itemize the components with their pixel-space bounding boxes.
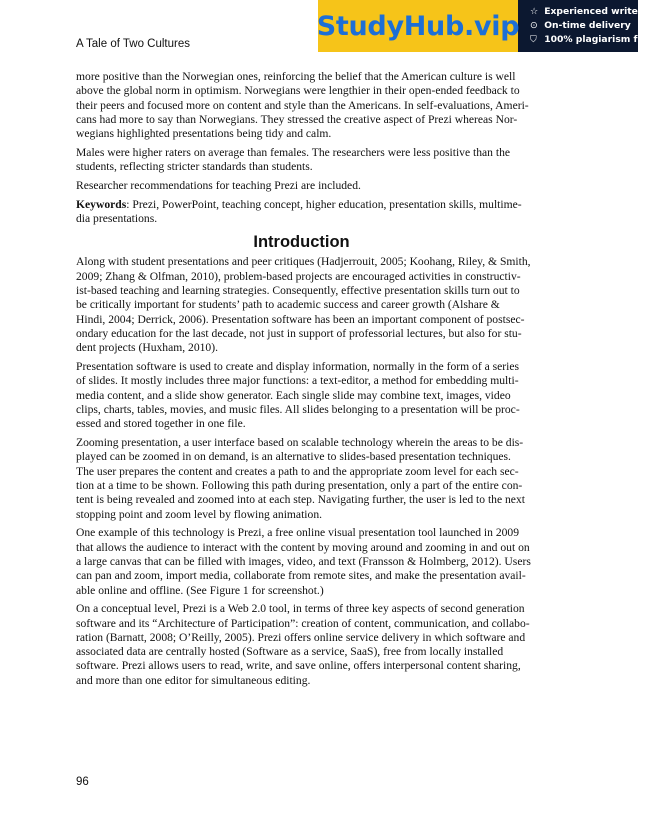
text-line: dent projects (Huxham, 2010).: [76, 341, 218, 355]
clock-icon: ⊙: [530, 20, 538, 31]
text-line: 2009; Zhang & Olfman, 2010), problem-based projects are encouraged activities in constructiv-: [76, 269, 521, 283]
text-line: and more than one editor for simultaneous editing.: [76, 673, 311, 687]
star-icon: ☆: [530, 6, 539, 17]
abstract-paragraph: [76, 70, 527, 141]
text-line: associated data are centrally hosted (Software as a service, SaaS), free from locally installed: [76, 645, 504, 659]
keywords-label: Keywords: [76, 197, 127, 211]
text-line: able online and offline. (See Figure 1 for screenshot.): [76, 583, 324, 597]
ad-feature-label: On-time delivery: [544, 20, 631, 31]
text-line: more positive than the Norwegian ones, reinforcing the belief that the American culture is well: [76, 70, 516, 83]
text-line: tent is being revealed and zoomed into at each step. Navigating further, the user is led to the next: [76, 493, 525, 507]
body-paragraph: [76, 255, 531, 355]
text-line: Zooming presentation, a user interface based on scalable technology wherein the areas to be dis-: [76, 436, 524, 450]
ad-feature-experienced-writers: [530, 5, 655, 19]
keywords-paragraph: [76, 198, 527, 227]
studyhub-ad-banner[interactable]: [316, 0, 655, 52]
text-line: media content, and a slide show generator. Each single slide may combine text, images, video: [76, 388, 511, 402]
text-line: software. Prezi allows users to read, write, and save online, offers interpersonal content sharing,: [76, 659, 521, 673]
text-line: Males were higher raters on average than females. The researchers were less positive than the: [76, 145, 511, 159]
keywords-line: dia presentations.: [76, 212, 158, 226]
text-line: stopping point and zoom level by flowing animation.: [76, 507, 323, 521]
text-line: Hindi, 2004; Derrick, 2006). Presentation software has been an important component of postsec-: [76, 312, 525, 326]
body-paragraph: [76, 436, 527, 522]
text-line: students, reflecting stricter standards than students.: [76, 160, 313, 174]
text-line: Along with student presentations and peer critiques (Hadjerrouit, 2005; Koohang, Riley, & Smith,: [76, 255, 531, 269]
body-paragraph: [76, 602, 530, 688]
text-line: be critically important for students’ path to academic success and career growth (Alshare &: [76, 298, 500, 312]
abstract-paragraph: [76, 179, 527, 193]
text-line: above the global norm in optimism. Norwegians were lengthier in their open-ended feedback to: [76, 84, 520, 98]
text-line: On a conceptual level, Prezi is a Web 2.0 tool, in terms of three key aspects of second generation: [76, 602, 525, 616]
text-line: played can be zoomed in on demand, is an alternative to slides-based presentation techniques.: [76, 450, 511, 464]
text-line: cans had more to say than Norwegians. They stressed the creative aspect of Prezi whereas Nor-: [76, 112, 518, 126]
text-line: clips, charts, tables, movies, and music files. All slides belonging to a presentation will be proc-: [76, 402, 520, 416]
text-line: One example of this technology is Prezi, a free online visual presentation tool launched in 2009: [76, 526, 520, 540]
studyhub-logo[interactable]: StudyHub.vip: [318, 0, 518, 52]
ad-feature-plagiarism-free: [530, 33, 655, 47]
text-line: The user prepares the content and creates a path to and the appropriate zoom level for each sec-: [76, 464, 519, 478]
text-line: Researcher recommendations for teaching Prezi are included.: [76, 179, 361, 193]
ad-feature-on-time-delivery: [530, 19, 655, 33]
text-line: wegians highlighted presentations being tidy and calm.: [76, 127, 332, 141]
text-line: ration (Barnatt, 2008; O’Reilly, 2005). Prezi offers online service delivery in which software and: [76, 630, 526, 644]
shield-check-icon: ⛉: [530, 34, 537, 45]
keywords-text: : Prezi, PowerPoint, teaching concept, higher education, presentation skills, multime-: [126, 197, 522, 211]
body-paragraph: [76, 526, 531, 597]
section-heading-introduction: Introduction: [253, 233, 350, 252]
text-line: can pan and zoom, import media, collaborate from remote sites, and make the presentation avail-: [76, 569, 526, 583]
page-body: [76, 70, 531, 693]
keywords-line: [76, 198, 527, 212]
text-line: of slides. It mostly includes three major functions: a text-editor, a method for embedding multi-: [76, 374, 519, 388]
running-title: A Tale of Two Cultures: [76, 38, 191, 50]
text-line: Presentation software is used to create and display information, normally in the form of a series: [76, 360, 520, 374]
text-line: a large canvas that can be filled with images, video, and text (Fransson & Holmberg, 2012). Users: [76, 554, 531, 568]
text-line: software and its “Architecture of Participation”: creation of content, communication, and collabo-: [76, 616, 530, 630]
text-line: tion at a time to be shown. Following this path during presentation, only a part of the entire con-: [76, 478, 523, 492]
page-number: 96: [76, 776, 89, 788]
text-line: essed and stored together in one file.: [76, 417, 246, 431]
body-paragraph: [76, 360, 527, 431]
abstract-paragraph: [76, 146, 527, 175]
text-line: ist-based teaching and learning strategies. Consequently, effective presentation skills turn out to: [76, 284, 520, 298]
text-line: that allows the audience to interact with the content by moving around and zooming in and out on: [76, 540, 530, 554]
text-line: ondary education for the last decade, not just in support of professorial lectures, but also for stu-: [76, 326, 522, 340]
ad-feature-list: [518, 0, 655, 52]
text-line: their peers and focused more on content and style than the Americans. In self-evaluations, Ameri-: [76, 98, 529, 112]
ad-feature-label: Experienced writers: [544, 6, 648, 17]
ad-feature-label: 100% plagiarism free: [544, 34, 655, 45]
